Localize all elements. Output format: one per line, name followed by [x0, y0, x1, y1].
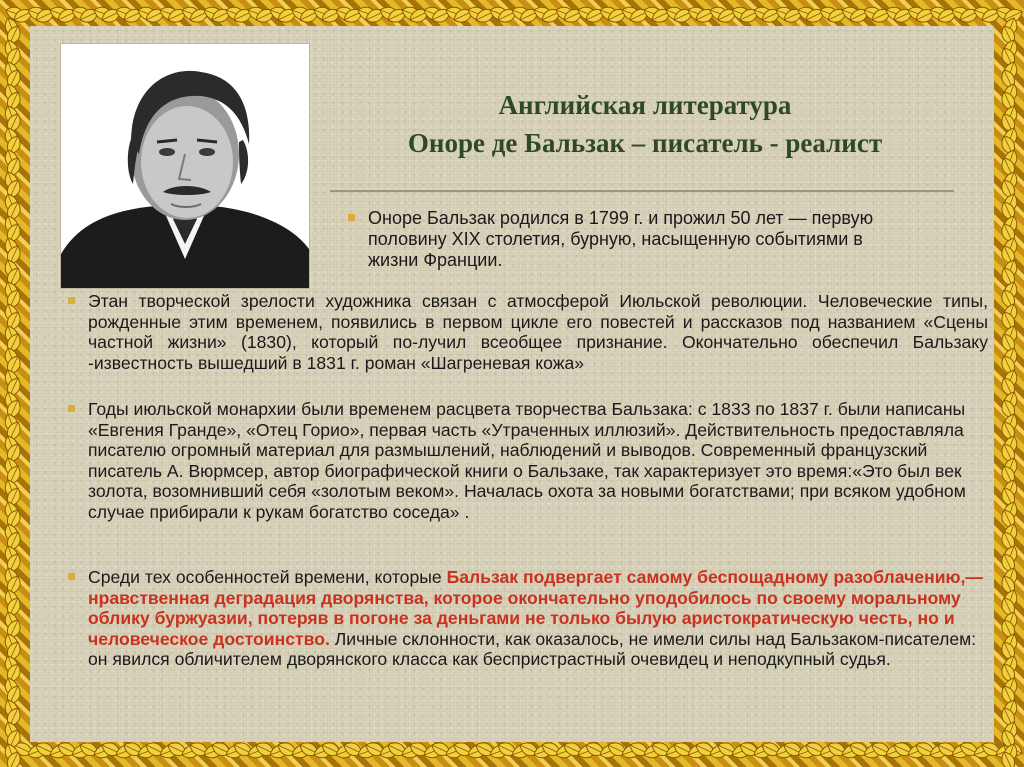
portrait-photo [60, 43, 310, 289]
square-bullet-icon [68, 405, 75, 412]
paragraph-1-text: Оноре Бальзак родился в 1799 г. и прожил 50 лет — первую половину XIX столетия, бурную, насыщенную событиями в жизни Франции. [368, 208, 874, 270]
bullet-paragraph-3 [60, 399, 988, 523]
bullet-paragraph-4 [60, 567, 988, 670]
paragraph-4-text-b: Личные склонности, как оказалось, не имели силы над Бальзаком-писателем: он явился обличителем дворянского класса как беспристрастный очевидец и неподкупный судья. [88, 628, 977, 670]
slide-title [330, 86, 960, 162]
paragraph-4-highlight: Бальзак подвергает самому беспощадному разоблачению,— нравственная деградация дворянства, которое окончательно уподобилось по своему моральному облику буржуазии, потеряв в погоне за деньгами не только былую аристократическую честь, но и человеческое достоинство. [88, 567, 984, 649]
slide [30, 26, 994, 742]
paragraph-3-text: Годы июльской монархии были временем расцвета творчества Бальзака: с 1833 по 1837 г. были написаны «Евгения Гранде», «Отец Горио», первая часть «Утраченных иллюзий». Действительность предоставляла писателю огромный материал для размышлений, наблюдений и выводов. Современный французский писатель А. Вюрмсер, автор биографической книги о Бальзаке, так характеризует это время:«Это был век золота, возомнивший себя «золотым веком». Началась охота за новыми богатствами; при всяком удобном случае прибирали к рукам богатство соседа» . [88, 399, 966, 522]
bullet-paragraph-2 [60, 291, 988, 373]
title-line-2: Оноре де Бальзак – писатель - реалист [407, 128, 883, 158]
portrait-icon [61, 44, 309, 288]
bullet-paragraph-1 [340, 208, 908, 271]
square-bullet-icon [68, 573, 75, 580]
title-line-1: Английская литература [498, 90, 792, 120]
square-bullet-icon [68, 297, 75, 304]
title-divider [330, 190, 954, 192]
square-bullet-icon [348, 214, 355, 221]
paragraph-2-text: Этан творческой зрелости художника связан с атмосферой Июльской революции. Человеческие типы, рожденные этим временем, появились в первом цикле его повестей и рассказов под названием «Сцены частной жизни» (1830), который по-лучил всеобщее признание. Окончательно обеспечил Бальзаку -известность вышедший в 1831 г. роман «Шагреневая кожа» [88, 291, 988, 373]
paragraph-4-text-a: Среди тех особенностей времени, которые [88, 567, 447, 587]
